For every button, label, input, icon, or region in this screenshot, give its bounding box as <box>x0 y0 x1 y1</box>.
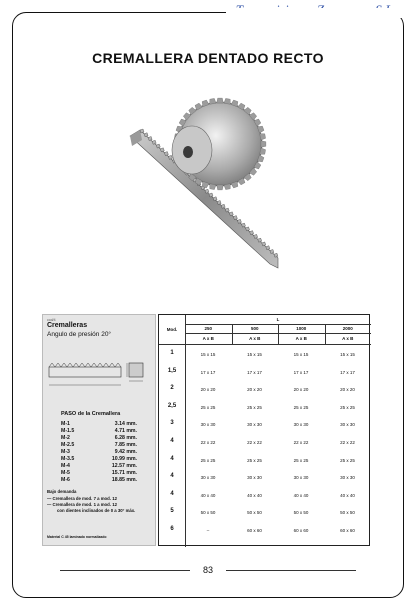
pitch-row <box>61 449 141 456</box>
rack-tooth <box>241 223 245 227</box>
table-cell: 20 x 20 <box>293 387 309 393</box>
rack-tooth <box>164 152 168 156</box>
mod-cell: 3 <box>170 420 174 427</box>
gear-tooth <box>224 184 230 190</box>
table-cell: – <box>206 528 210 533</box>
rack-tooth <box>254 234 258 238</box>
rack-tooth <box>246 227 250 231</box>
gear-tooth <box>224 98 230 104</box>
pitch-row <box>61 435 141 442</box>
length-header: L <box>276 317 280 322</box>
section-label: A x B <box>342 336 354 341</box>
pitch-value: 15.71 mm. <box>111 470 137 476</box>
gear-rack-photo <box>128 92 296 270</box>
pitch-module: M-4 <box>61 463 70 469</box>
panel-heading: Cremalleras <box>47 322 88 329</box>
pitch-row <box>61 463 141 470</box>
pitch-module: M-5 <box>61 470 70 476</box>
rack-tooth <box>152 140 156 144</box>
pitch-module: M-6 <box>61 477 70 483</box>
table-cell: 25 x 25 <box>340 457 355 463</box>
panel-code: cod/4 <box>47 318 56 322</box>
rack-tooth <box>160 148 164 152</box>
demand-title: Bajo demanda <box>47 489 77 494</box>
table-cell: 40 x 40 <box>247 492 262 498</box>
mod-cell: 2,5 <box>167 402 177 409</box>
pitch-value: 12.57 mm. <box>111 463 137 469</box>
mod-header: Mod. <box>166 327 178 332</box>
length-col-header: 500 <box>250 326 259 331</box>
pitch-value: 4.71 mm. <box>114 428 137 434</box>
rack-tooth <box>250 231 254 235</box>
pitch-row <box>61 421 141 428</box>
pitch-row <box>61 456 141 463</box>
section-label: A x B <box>249 336 261 341</box>
table-cell: 40 x 40 <box>340 492 355 498</box>
rack-tooth <box>225 208 229 212</box>
rack-tooth <box>262 242 266 246</box>
pitch-module: M-3.5 <box>61 456 75 462</box>
table-cell: 22 x 22 <box>247 440 262 445</box>
rack-tooth <box>266 246 270 250</box>
pitch-row <box>61 470 141 477</box>
rack-tooth <box>229 212 233 216</box>
mod-cell: 4 <box>170 490 174 497</box>
dimensions-table <box>158 314 370 546</box>
table-cell: 40 x 40 <box>293 492 309 498</box>
table-cell: 15 x 15 <box>247 352 262 357</box>
table-cell: 17 x 17 <box>200 369 216 375</box>
table-cell: 50 x 50 <box>200 510 216 516</box>
pitch-row <box>61 477 141 484</box>
table-cell: 30 x 30 <box>340 422 355 428</box>
gear-tooth <box>210 184 216 190</box>
rack-tooth <box>274 253 278 257</box>
col-divider <box>232 324 233 344</box>
gear-tooth <box>261 141 266 148</box>
panel-subheading: Angulo de presión 20° <box>47 331 112 338</box>
table-cell: 60 x 60 <box>247 528 262 533</box>
table-cell: 15 x 15 <box>340 352 355 357</box>
table-cell: 30 x 30 <box>247 422 262 428</box>
pitch-value: 9.42 mm. <box>114 449 137 455</box>
rack-tooth <box>168 155 172 159</box>
table-cell: 20 x 20 <box>340 387 355 393</box>
table-cell: 30 x 30 <box>293 475 309 481</box>
rack-tooth <box>217 201 221 205</box>
mod-cell: 2 <box>170 385 174 392</box>
rack-tooth <box>148 137 152 141</box>
pitch-module: M-1 <box>61 421 70 427</box>
table-cell: 22 x 22 <box>293 440 309 445</box>
rack-tooth <box>209 193 213 197</box>
pitch-module: M-2.5 <box>61 442 75 448</box>
table-cell: 25 x 25 <box>247 404 262 410</box>
gear-tooth <box>217 98 224 103</box>
table-cell: 30 x 30 <box>340 475 355 481</box>
mod-cell: 1 <box>170 350 174 356</box>
pitch-module: M-1.5 <box>61 428 75 434</box>
gear-tooth <box>210 98 216 104</box>
pitch-value: 10.99 mm. <box>111 456 137 462</box>
table-cell: 60 x 60 <box>293 528 309 533</box>
pitch-title: PASO de la Cremallera <box>61 411 121 417</box>
table-cell: 30 x 30 <box>247 475 262 481</box>
material-note: Material C 45 laminado normalizado <box>47 535 107 539</box>
rack-tooth <box>258 238 262 242</box>
pitch-value: 18.85 mm. <box>111 477 137 483</box>
pitch-value: 7.85 mm. <box>114 442 137 448</box>
rack-tooth <box>205 189 209 193</box>
table-cell: 17 x 17 <box>340 369 355 375</box>
table-cell: 25 x 25 <box>200 457 216 463</box>
table-cell: 15 x 15 <box>200 352 216 357</box>
demand-line: — Cremallera de mod. 7 a mod. 12 <box>47 496 117 501</box>
section-label: A x B <box>202 336 214 341</box>
table-cell: 50 x 50 <box>293 510 309 516</box>
rack-tooth <box>237 219 241 223</box>
table-cell: 20 x 20 <box>247 387 262 393</box>
table-cell: 25 x 25 <box>340 404 355 410</box>
page-line-right <box>226 570 356 571</box>
pitch-row <box>61 442 141 449</box>
rack-tooth <box>156 144 160 148</box>
table-cell: 50 x 50 <box>340 510 355 516</box>
mod-cell: 4 <box>170 455 174 462</box>
table-cell: 20 x 20 <box>200 387 216 393</box>
pitch-module: M-2 <box>61 435 70 441</box>
table-cell: 60 x 60 <box>340 528 355 533</box>
table-cell: 30 x 30 <box>293 422 309 428</box>
table-cell: 30 x 30 <box>200 475 216 481</box>
demand-line: — Cremallera de mod. 1 a mod. 12 <box>47 502 117 507</box>
table-cell: 25 x 25 <box>200 404 216 410</box>
table-cell: 22 x 22 <box>200 440 216 445</box>
gear-tooth <box>217 185 224 190</box>
page-title: CREMALLERA DENTADO RECTO <box>92 50 324 66</box>
length-col-header: 1000 <box>296 326 307 331</box>
pitch-value: 6.28 mm. <box>114 435 137 441</box>
pitch-list <box>61 421 141 484</box>
table-cell: 22 x 22 <box>340 440 355 445</box>
length-col-header: 2000 <box>342 326 353 331</box>
rack-tooth <box>140 129 144 133</box>
table-cell: 30 x 30 <box>200 422 216 428</box>
frame-gap <box>226 8 406 18</box>
rack-profile-drawing <box>47 355 151 395</box>
table-cell: 15 x 15 <box>293 352 309 357</box>
table-cell: 17 x 17 <box>293 369 309 375</box>
gear-tooth <box>260 134 266 140</box>
mod-cell: 4 <box>170 438 174 444</box>
table-cell: 50 x 50 <box>247 510 262 516</box>
pitch-row <box>61 428 141 435</box>
header-line <box>159 344 371 345</box>
section-label: A x B <box>295 336 307 341</box>
table-cell: 17 x 17 <box>247 369 262 375</box>
rack-tooth <box>144 133 148 137</box>
mod-cell: 6 <box>170 526 174 532</box>
table-cell: 25 x 25 <box>293 404 309 410</box>
col-divider <box>325 324 326 344</box>
table-cell: 25 x 25 <box>247 457 262 463</box>
rack-tooth <box>221 204 225 208</box>
mod-cell: 5 <box>170 508 174 515</box>
pitch-module: M-3 <box>61 449 70 455</box>
page-number: 83 <box>202 565 213 575</box>
col-divider <box>278 324 279 344</box>
rack-tooth <box>213 197 217 201</box>
demand-line: con dientes inclinados de 0 a 30° máx. <box>57 508 136 513</box>
mod-cell: 4 <box>170 473 174 480</box>
pitch-value: 3.14 mm. <box>114 421 137 427</box>
length-col-header: 250 <box>204 326 212 331</box>
table-cell: 40 x 40 <box>200 492 216 498</box>
table-cell: 25 x 25 <box>293 457 309 463</box>
mod-cell: 1,5 <box>167 367 177 374</box>
rack-tooth <box>270 249 274 253</box>
gear-tooth <box>260 148 266 154</box>
rack-tooth <box>233 216 237 220</box>
rack-info-panel <box>42 314 156 546</box>
